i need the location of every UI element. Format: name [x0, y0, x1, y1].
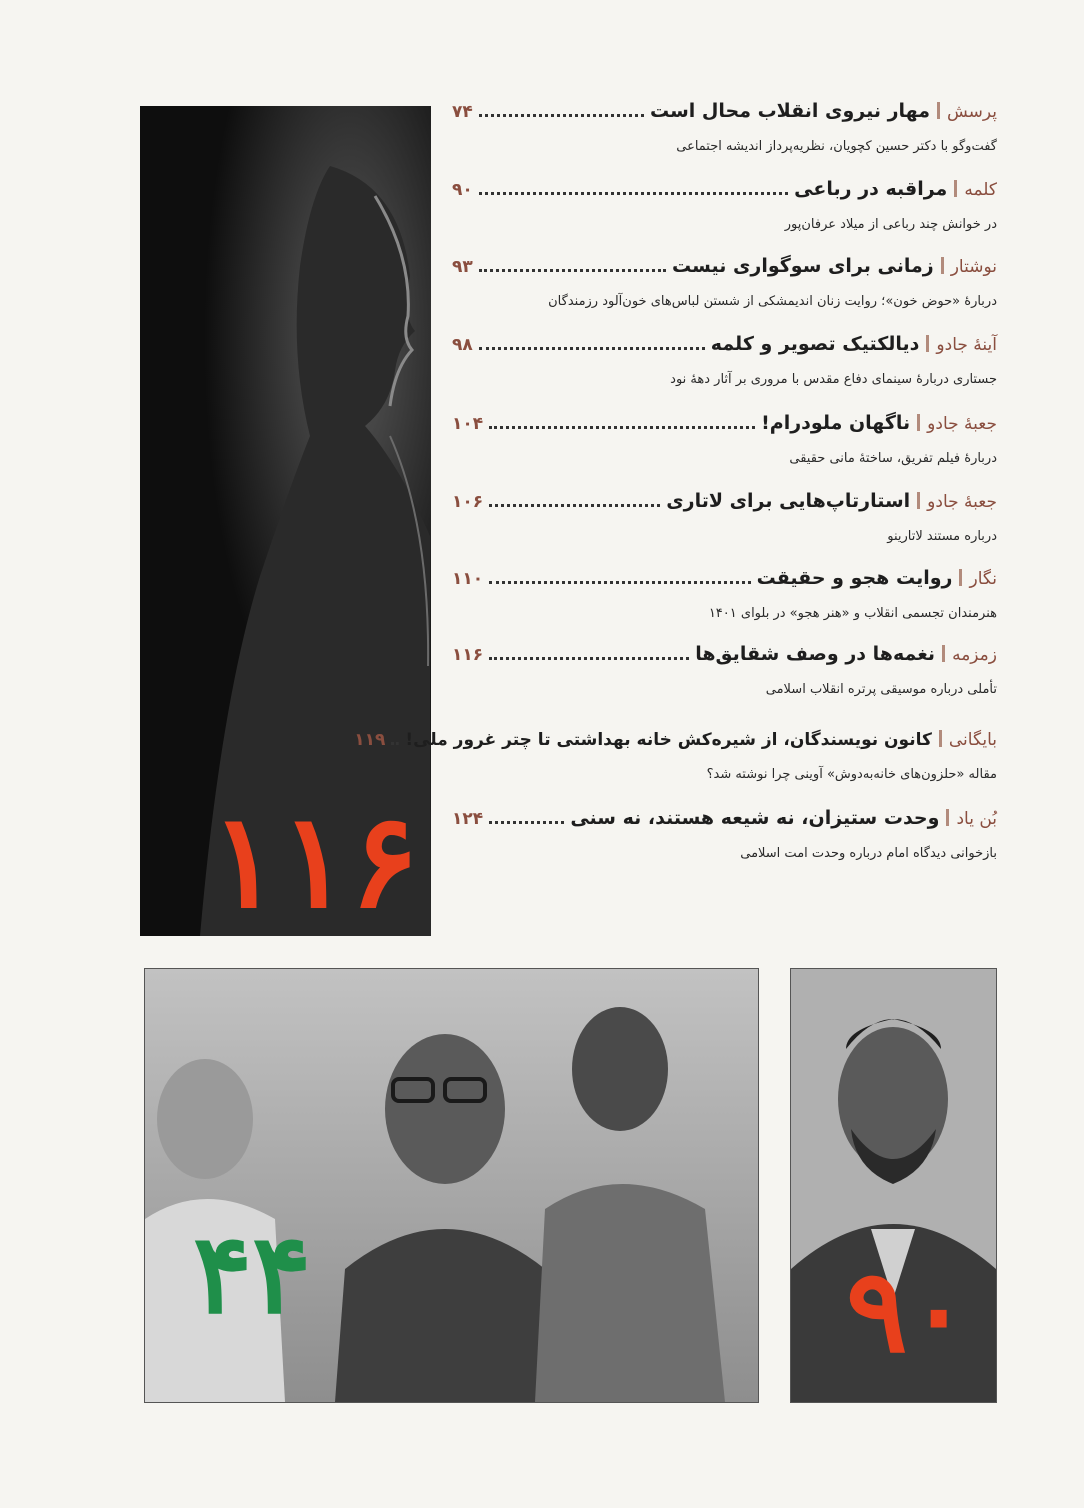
- toc-leader-dots: [479, 192, 788, 195]
- toc-description: در خوانش چند رباعی از میلاد عرفان‌پور: [784, 217, 997, 232]
- toc-separator: [939, 730, 942, 747]
- toc-title: زمانی برای سوگواری نیست: [672, 255, 934, 277]
- toc-page-number: ۱۱۹: [354, 730, 386, 750]
- toc-page-number: ۱۱۶: [452, 645, 484, 665]
- toc-description: دربارهٔ «حوض خون»؛ روایت زنان اندیمشکی از شستن لباس‌های خون‌آلود رزمندگان: [548, 294, 997, 309]
- toc-description: تأملی درباره موسیقی پرتره انقلاب اسلامی: [765, 682, 997, 697]
- toc-separator: [926, 335, 929, 352]
- toc-page-number: ۹۰: [452, 180, 473, 200]
- toc-leader-dots: [479, 114, 644, 117]
- toc-entry[interactable]: [452, 255, 997, 309]
- toc-entry[interactable]: [452, 333, 997, 387]
- toc-leader-dots: [479, 269, 666, 272]
- toc-entry[interactable]: [452, 412, 997, 466]
- toc-section: جعبهٔ جادو: [927, 414, 997, 434]
- toc-separator: [937, 102, 940, 119]
- toc-leader-dots: [489, 504, 660, 507]
- toc-title: مهار نیروی انقلاب محال است: [649, 100, 930, 122]
- toc-title: ناگهان ملودرام!: [761, 412, 911, 434]
- toc-page-number: ۱۰۶: [452, 492, 484, 512]
- toc-page-number: ۹۸: [452, 335, 473, 355]
- toc-separator: [959, 569, 962, 586]
- toc-leader-dots: [391, 742, 399, 745]
- toc-title: نغمه‌ها در وصف شقایق‌ها: [695, 643, 936, 665]
- portrait-page-number: ۱۱۶: [210, 784, 420, 937]
- toc-title: کانون نویسندگان، از شیره‌کش خانه بهداشتی تا چتر غرور ملی!: [405, 730, 932, 750]
- toc-leader-dots: [489, 821, 564, 824]
- toc-description: بازخوانی دیدگاه امام درباره وحدت امت اسلامی: [740, 846, 997, 861]
- toc-entry[interactable]: [452, 178, 997, 232]
- toc-entry[interactable]: [354, 728, 997, 782]
- toc-section: نوشتار: [950, 257, 997, 277]
- toc-separator: [942, 645, 945, 662]
- toc-separator: [917, 414, 920, 431]
- toc-page-number: ۱۱۰: [452, 569, 484, 589]
- toc-title: مراقبه در رباعی: [794, 178, 948, 200]
- toc-section: کلمه: [964, 180, 997, 200]
- toc-entry[interactable]: [452, 490, 997, 544]
- toc-section: بُن یاد: [956, 809, 997, 829]
- man-page-number: ۹۰: [846, 1244, 970, 1379]
- toc-entry[interactable]: [452, 100, 997, 154]
- toc-section: زمزمه: [952, 645, 997, 665]
- crowd-photo: [144, 968, 759, 1403]
- toc-section: بایگانی: [948, 730, 997, 750]
- toc-section: نگار: [969, 569, 997, 589]
- toc-separator: [946, 809, 949, 826]
- toc-leader-dots: [479, 347, 705, 350]
- toc-leader-dots: [489, 426, 755, 429]
- man-photo: [790, 968, 997, 1403]
- toc-separator: [954, 180, 957, 197]
- toc-entry[interactable]: [452, 807, 997, 861]
- toc-description: گفت‌وگو با دکتر حسین کچویان، نظریه‌پرداز اندیشه اجتماعی: [676, 139, 997, 154]
- toc-title: روایت هجو و حقیقت: [756, 567, 953, 589]
- toc-separator: [941, 257, 944, 274]
- toc-page-number: ۱۰۴: [452, 414, 484, 434]
- toc-page-number: ۷۴: [452, 102, 473, 122]
- toc-page-number: ۱۲۴: [452, 809, 484, 829]
- toc-separator: [917, 492, 920, 509]
- toc-page-number: ۹۳: [452, 257, 473, 277]
- toc-title: دیالکتیک تصویر و کلمه: [710, 333, 920, 355]
- toc-description: دربارهٔ فیلم تفریق، ساختهٔ مانی حقیقی: [789, 451, 997, 466]
- toc-section: پرسش: [946, 102, 997, 122]
- portrait-photo: [140, 106, 431, 936]
- toc-section: آینهٔ جادو: [936, 335, 997, 355]
- crowd-page-number: ۴۴: [193, 1209, 312, 1338]
- toc-entry[interactable]: [452, 643, 997, 697]
- toc-description: درباره مستند لاتارینو: [887, 529, 997, 544]
- toc-leader-dots: [489, 657, 689, 660]
- toc-description: جستاری دربارهٔ سینمای دفاع مقدس با مروری بر آثار دههٔ نود: [670, 372, 997, 387]
- toc-section: جعبهٔ جادو: [927, 492, 997, 512]
- toc-entry[interactable]: [452, 567, 997, 621]
- toc-description: هنرمندان تجسمی انقلاب و «هنر هجو» در بلوای ۱۴۰۱: [708, 606, 997, 621]
- toc-title: استارتاپ‌هایی برای لاتاری: [666, 490, 911, 512]
- toc-leader-dots: [489, 581, 750, 584]
- toc-title: وحدت ستیزان، نه شیعه هستند، نه سنی: [570, 807, 940, 829]
- toc-description: مقاله «حلزون‌های خانه‌به‌دوش» آوینی چرا نوشته شد؟: [706, 767, 997, 782]
